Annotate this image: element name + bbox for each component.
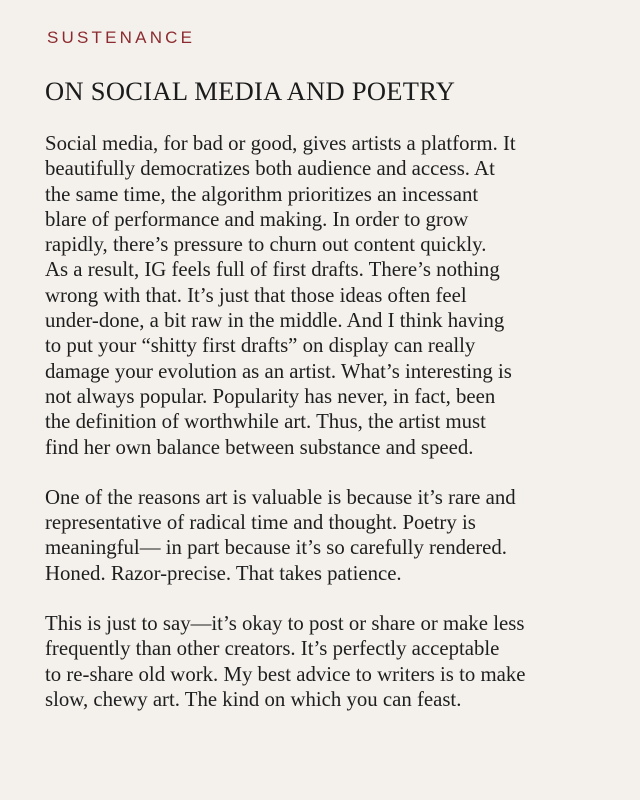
text-line: meaningful— in part because it’s so carefully rendered. xyxy=(45,536,507,560)
text-line: Honed. Razor-precise. That takes patience. xyxy=(45,561,402,585)
text-line: under-done, a bit raw in the middle. And I think having xyxy=(45,309,505,333)
text-line: the same time, the algorithm prioritizes an incessant xyxy=(45,182,479,206)
brand-label: SUSTENANCE xyxy=(47,28,196,47)
text-line: As a result, IG feels full of first drafts. There’s nothing xyxy=(45,258,500,282)
text-line: blare of performance and making. In order to grow xyxy=(45,207,469,231)
paragraph-3 xyxy=(45,611,596,712)
text-line: find her own balance between substance and speed. xyxy=(45,435,474,459)
text-line: representative of radical time and thought. Poetry is xyxy=(45,511,476,535)
page-title: ON SOCIAL MEDIA AND POETRY xyxy=(45,76,456,106)
text-line: to re-share old work. My best advice to writers is to make xyxy=(45,662,526,686)
text-line: One of the reasons art is valuable is because it’s rare and xyxy=(45,485,516,509)
text-line: Social media, for bad or good, gives artists a platform. It xyxy=(45,132,516,155)
text-line: This is just to say—it’s okay to post or share or make less xyxy=(45,612,525,636)
text-line: frequently than other creators. It’s perfectly acceptable xyxy=(45,637,500,661)
text-line: the definition of worthwhile art. Thus, the artist must xyxy=(45,410,486,434)
text-line: slow, chewy art. The kind on which you can feast. xyxy=(45,687,462,711)
text-line: not always popular. Popularity has never, in fact, been xyxy=(45,384,496,408)
text-line: wrong with that. It’s just that those ideas often feel xyxy=(45,283,467,307)
text-line: to put your “shitty first drafts” on display can really xyxy=(45,334,476,358)
paragraph-2 xyxy=(45,485,596,586)
essay-body xyxy=(45,131,596,712)
text-line: beautifully democratizes both audience and access. At xyxy=(45,157,495,181)
text-line: rapidly, there’s pressure to churn out content quickly. xyxy=(45,233,487,257)
text-line: damage your evolution as an artist. What’s interesting is xyxy=(45,359,512,383)
paragraph-1 xyxy=(45,131,596,460)
